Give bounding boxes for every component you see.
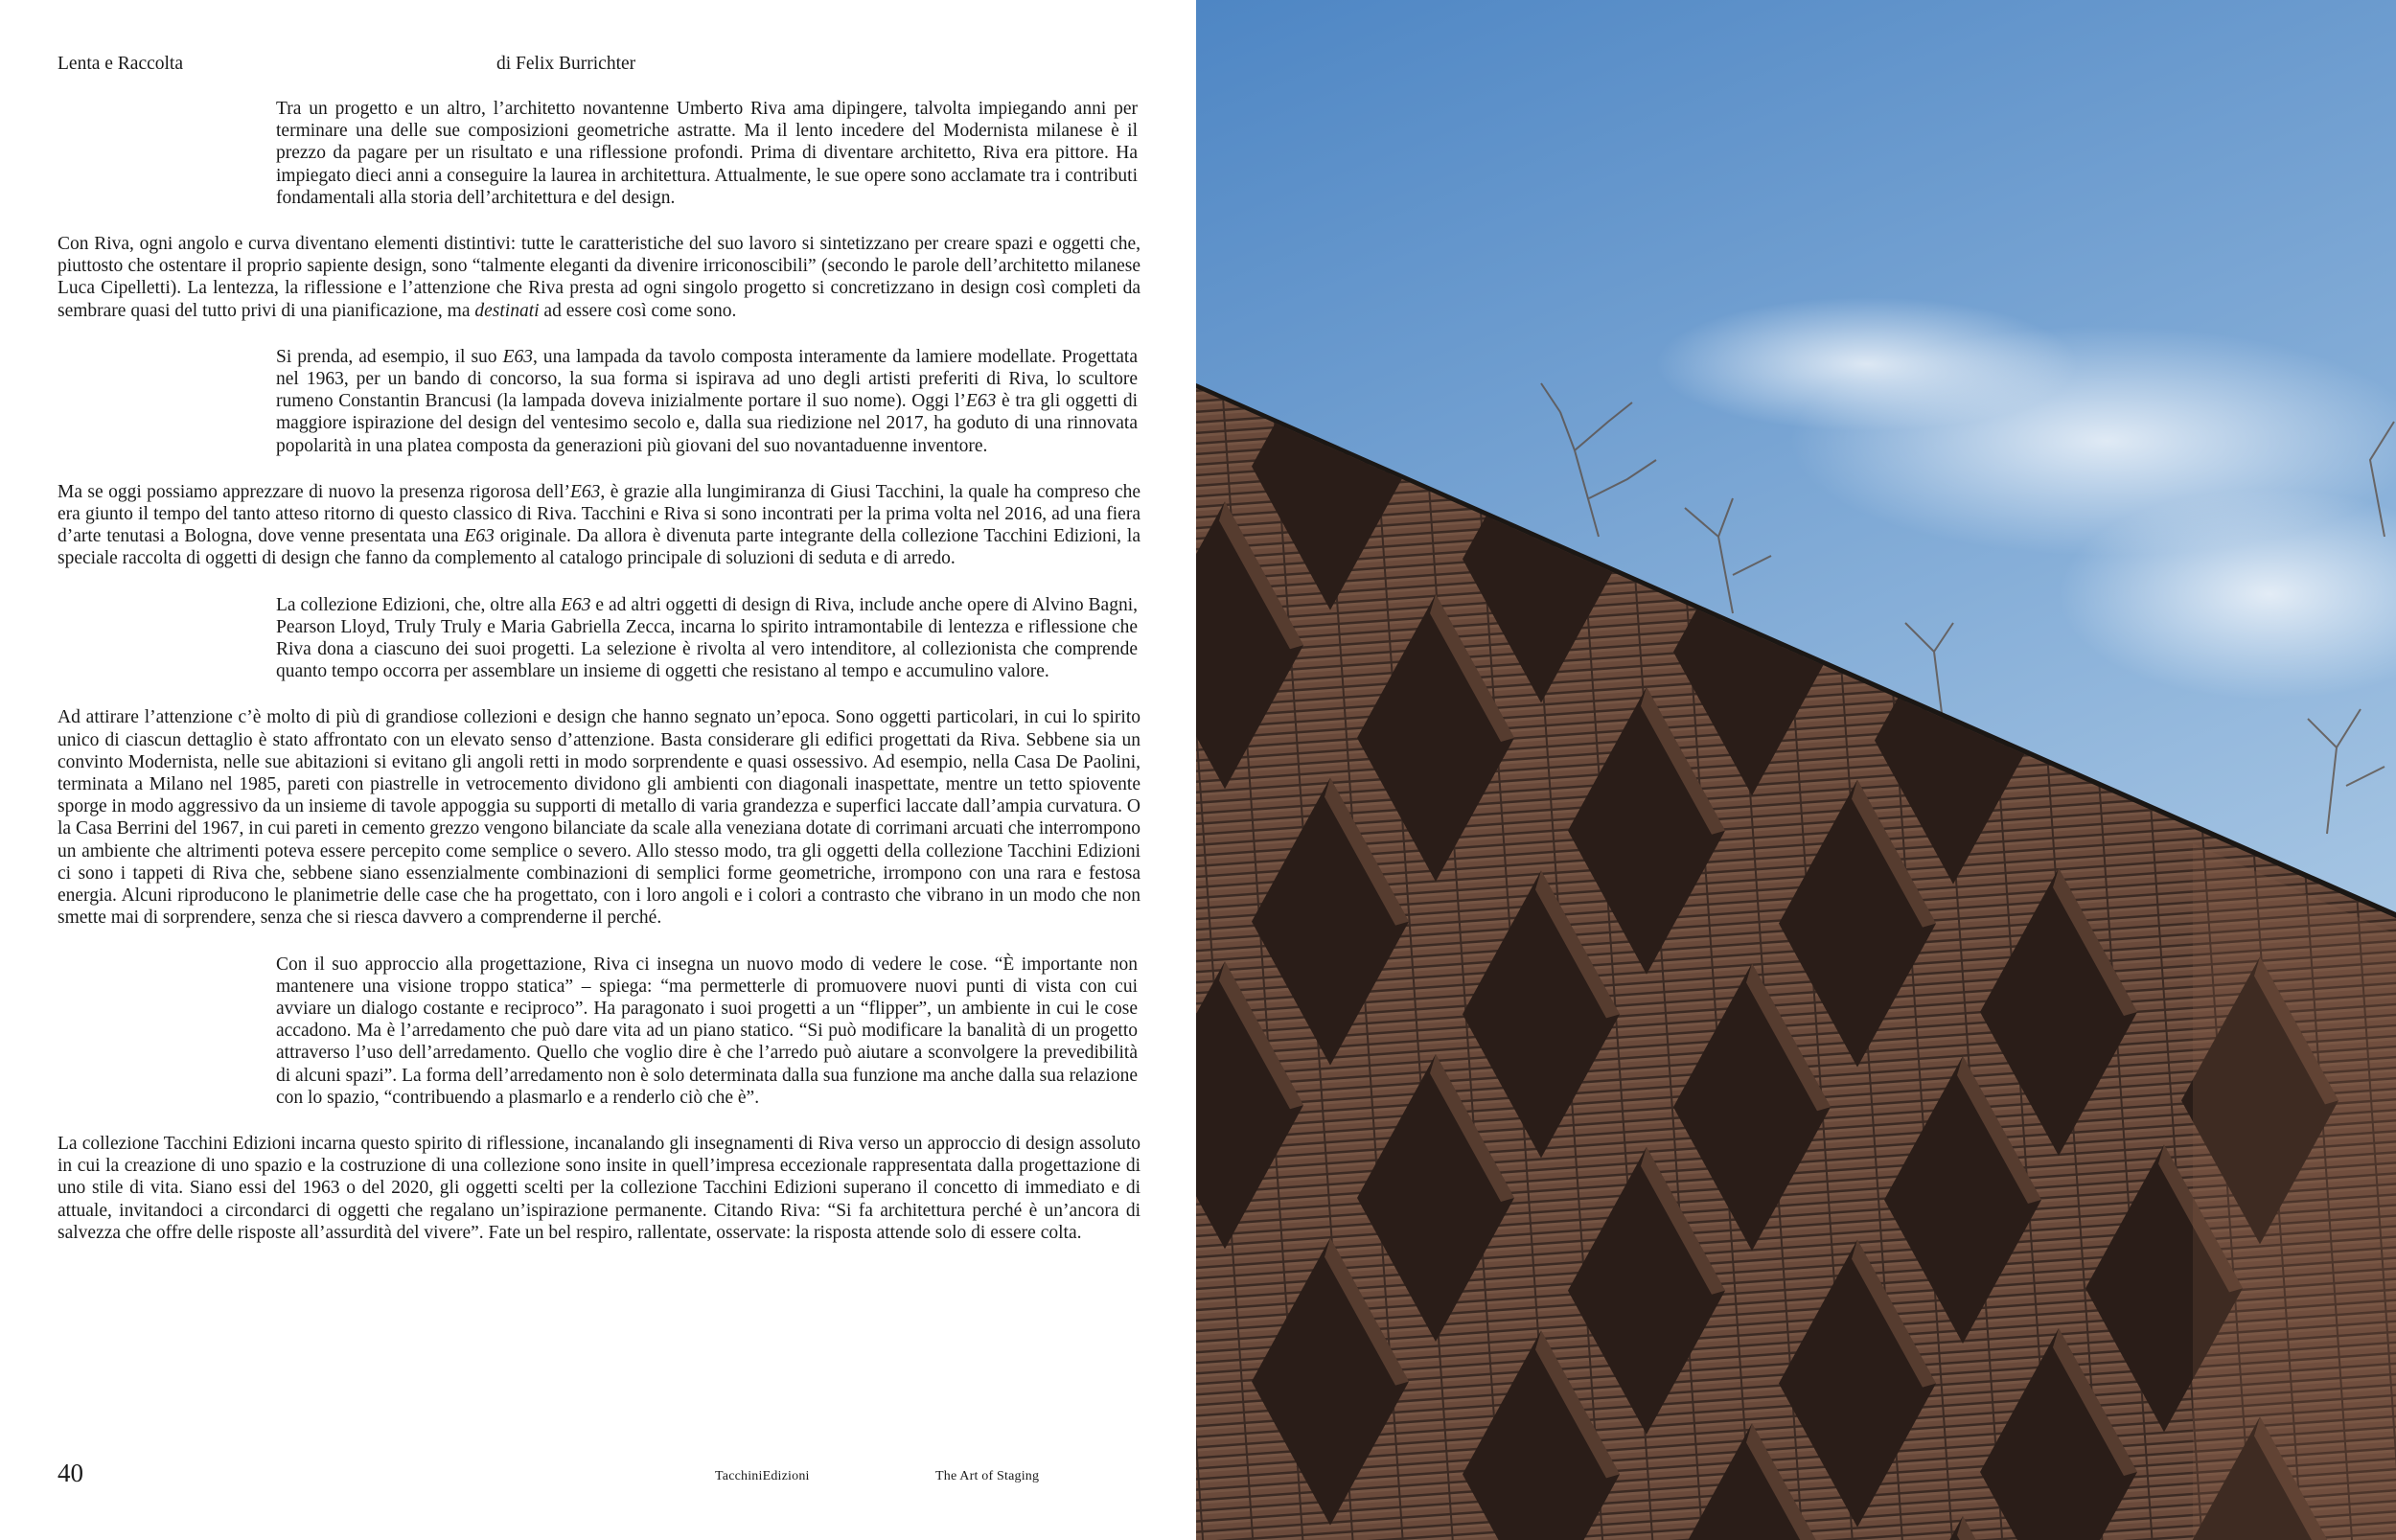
paragraph-text: Ma se oggi possiamo apprezzare di nuovo la presenza rigorosa dell’	[58, 481, 570, 502]
paragraph-text: Ad attirare l’attenzione c’è molto di più di grandiose collezioni e design che hanno segnato un’epoca. Sono oggetti particolari, in cui lo spirito unico di ciascun dettaglio è stato affrontato con un elevato senso d’attenzione. Basta considerare gli edifici progettati da Riva. Sebbene sia un convinto Modernista, nelle sue abitazioni si evitano gli angoli retti in modo sorprendente e quasi ossessivo. Ad esempio, nella Casa De Paolini, terminata a Milano nel 1985, pareti con piastrelle in vetrocemento dividono gli ambienti con diagonali inaspettate, mentre un tetto spiovente sporge in modo aggressivo da un insieme di tavole appoggia su supporti di metallo di varia grandezza e superfici laccate dall’ampia curvatura. O la Casa Berrini del 1967, in cui pareti in cemento grezzo vengono bilanciate da scale alla veneziana dotate di corrimani arcuati che interrompono un ambiente che altrimenti poteva essere percepito come semplice o severo. Allo stesso modo, tra gli oggetti della collezione Tacchini Edizioni ci sono i tappeti di Riva che, sebbene siano essenzialmente combinazioni di semplici forme geometriche, irrompono con una rara e festosa energia. Alcuni riproducono le planimetrie delle case che ha progettato, con i loro angoli e i colori a contrasto che vibrano in un modo che non smette mai di sorprendere, senza che si riesca davvero a comprenderne il perché.	[58, 707, 1140, 929]
paragraph-text: originale. Da allora è divenuta parte integrante della collezione Tacchini Edizioni, la speciale raccolta di oggetti di design che fanno da complemento al catalogo principale di soluzioni di seduta e di arredo.	[58, 526, 1141, 569]
paragraph-text: , una lampada da tavolo composta interamente da lamiere modellate. Progettata nel 1963, per un bando di concorso, la sua forma si ispirava ad uno degli artisti preferiti di Riva, lo scultore rumeno Constantin Brancusi (la lampada doveva inizialmente portare il suo nome). Oggi l’	[276, 346, 1138, 412]
paragraph-6	[58, 706, 1140, 929]
paragraph-4	[58, 481, 1140, 570]
footer-brand: TacchiniEdizioni	[715, 1469, 810, 1483]
paragraph-5	[276, 594, 1138, 683]
cloud	[1656, 297, 2078, 431]
paragraph-emphasis: E63	[502, 346, 533, 367]
paragraph-text: Tra un progetto e un altro, l’architetto novantenne Umberto Riva ama dipingere, talvolta impiegando anni per terminare una delle sue composizioni geometriche astratte. Ma il lento incedere del Modernista milanese è il prezzo da pagare per un risultato e una riflessione profondi. Prima di diventare architetto, Riva era pittore. Ha impiegato dieci anni a conseguire la laurea in architettura. Attualmente, le sue opere sono acclamate tra i contributi fondamentali alla storia dell’architettura e del design.	[276, 99, 1138, 208]
paragraph-text: Con il suo approccio alla progettazione, Riva ci insegna un nuovo modo di vedere le cose. “È importante non mantenere una visione troppo statica” – spiega: “ma permetterle di promuovere nuovi punti di vista con cui avviare un dialogo costante e reciproco”. Ha paragonato i suoi progetti a un “flipper”, un ambiente in cui le cose accadono. Ma è l’arredamento che può dare vita ad un piano statico. “Si può modificare la banalità di un progetto attraverso l’uso dell’arredamento. Quello che voglio dire è che l’arredo può aiutare a sconvolgere la prevedibilità di alcuni spazi”. La forma dell’arredamento non è solo determinata dalla sua funzione ma anche dalla sua relazione con lo spazio, “contribuendo a plasmarlo e a renderlo ciò che è”.	[276, 954, 1138, 1108]
paragraph-text: La collezione Tacchini Edizioni incarna questo spirito di riflessione, incanalando gli insegnamenti di Riva verso un approccio di design assoluto in cui la creazione di uno spazio e la costruzione di una collezione sono insite in quell’impresa eccezionale rappresentata dalla progettazione di uno stile di vita. Siano essi del 1963 o del 2020, gli oggetti scelti per la collezione Tacchini Edizioni superano il concetto di immediato e di attuale, invitandoci a circondarci di oggetti che regalano un’ispirazione permanente. Citando Riva: “Si fa architettura perché è un’ancora di salvezza che offre delle risposte all’assurdità del vivere”. Fate un bel respiro, rallentate, osservate: la risposta attende solo di essere colta.	[58, 1133, 1140, 1243]
paragraph-7	[276, 954, 1138, 1109]
paragraph-emphasis: destinati	[474, 300, 540, 321]
paragraph-emphasis: E63	[570, 481, 601, 502]
paragraph-1	[276, 98, 1138, 209]
running-head-author: di Felix Burrichter	[496, 54, 636, 74]
paragraph-2	[58, 233, 1140, 322]
left-page	[0, 0, 1196, 1540]
paragraph-3	[276, 346, 1138, 457]
paragraph-emphasis: E63	[561, 594, 591, 615]
article-body	[58, 98, 1140, 1268]
paragraph-text: Si prenda, ad esempio, il suo	[276, 346, 503, 367]
running-head-title: Lenta e Raccolta	[58, 54, 184, 74]
paragraph-text: , è grazie alla lungimiranza di Giusi Tacchini, la quale ha compreso che era giunto il tempo del tanto atteso ritorno di questo classico di Riva. Tacchini e Riva si sono incontrati per la prima volta nel 2016, ad una fiera d’arte tenutasi a Bologna, dove venne presentata una	[58, 481, 1140, 547]
paragraph-emphasis: E63	[965, 391, 997, 412]
paragraph-text: ad essere così come sono.	[539, 300, 737, 321]
footer-series: The Art of Staging	[935, 1469, 1040, 1483]
paragraph-emphasis: E63	[464, 526, 495, 547]
paragraph-text: è tra gli oggetti di maggiore ispirazione del design del ventesimo secolo e, dalla sua riedizione nel 2017, ha goduto di una rinnovata popolarità in una platea composta da generazioni più giovani del suo novantaduenne inventore.	[276, 391, 1138, 456]
brick-facade-photo	[1196, 0, 2396, 1540]
photo-graphic	[1196, 0, 2396, 1540]
paragraph-text: La collezione Edizioni, che, oltre alla	[276, 594, 562, 615]
paragraph-text: Con Riva, ogni angolo e curva diventano elementi distintivi: tutte le caratteristiche del suo lavoro si sintetizzano per creare spazi e oggetti che, piuttosto che ostentare il proprio sapiente design, sono “talmente eleganti da divenire irriconoscibili” (secondo le parole dell’architetto milanese Luca Cipelletti). La lentezza, la riflessione e l’attenzione che Riva presta ad ogni singolo progetto si concretizzano in design così completi da sembrare quasi del tutto privi di una pianificazione, ma	[58, 234, 1140, 321]
page-number: 40	[58, 1459, 83, 1487]
paragraph-8	[58, 1133, 1140, 1244]
paragraph-text: e ad altri oggetti di design di Riva, include anche opere di Alvino Bagni, Pearson Lloyd, Truly Truly e Maria Gabriella Zecca, incarna lo spirito intramontabile di lentezza e riflessione che Riva dona a ciascuno dei suoi progetti. La selezione è rivolta al vero intenditore, al collezionista che comprende quanto tempo occorra per assemblare un insieme di oggetti che resistano al tempo e accumulino valore.	[276, 594, 1139, 682]
